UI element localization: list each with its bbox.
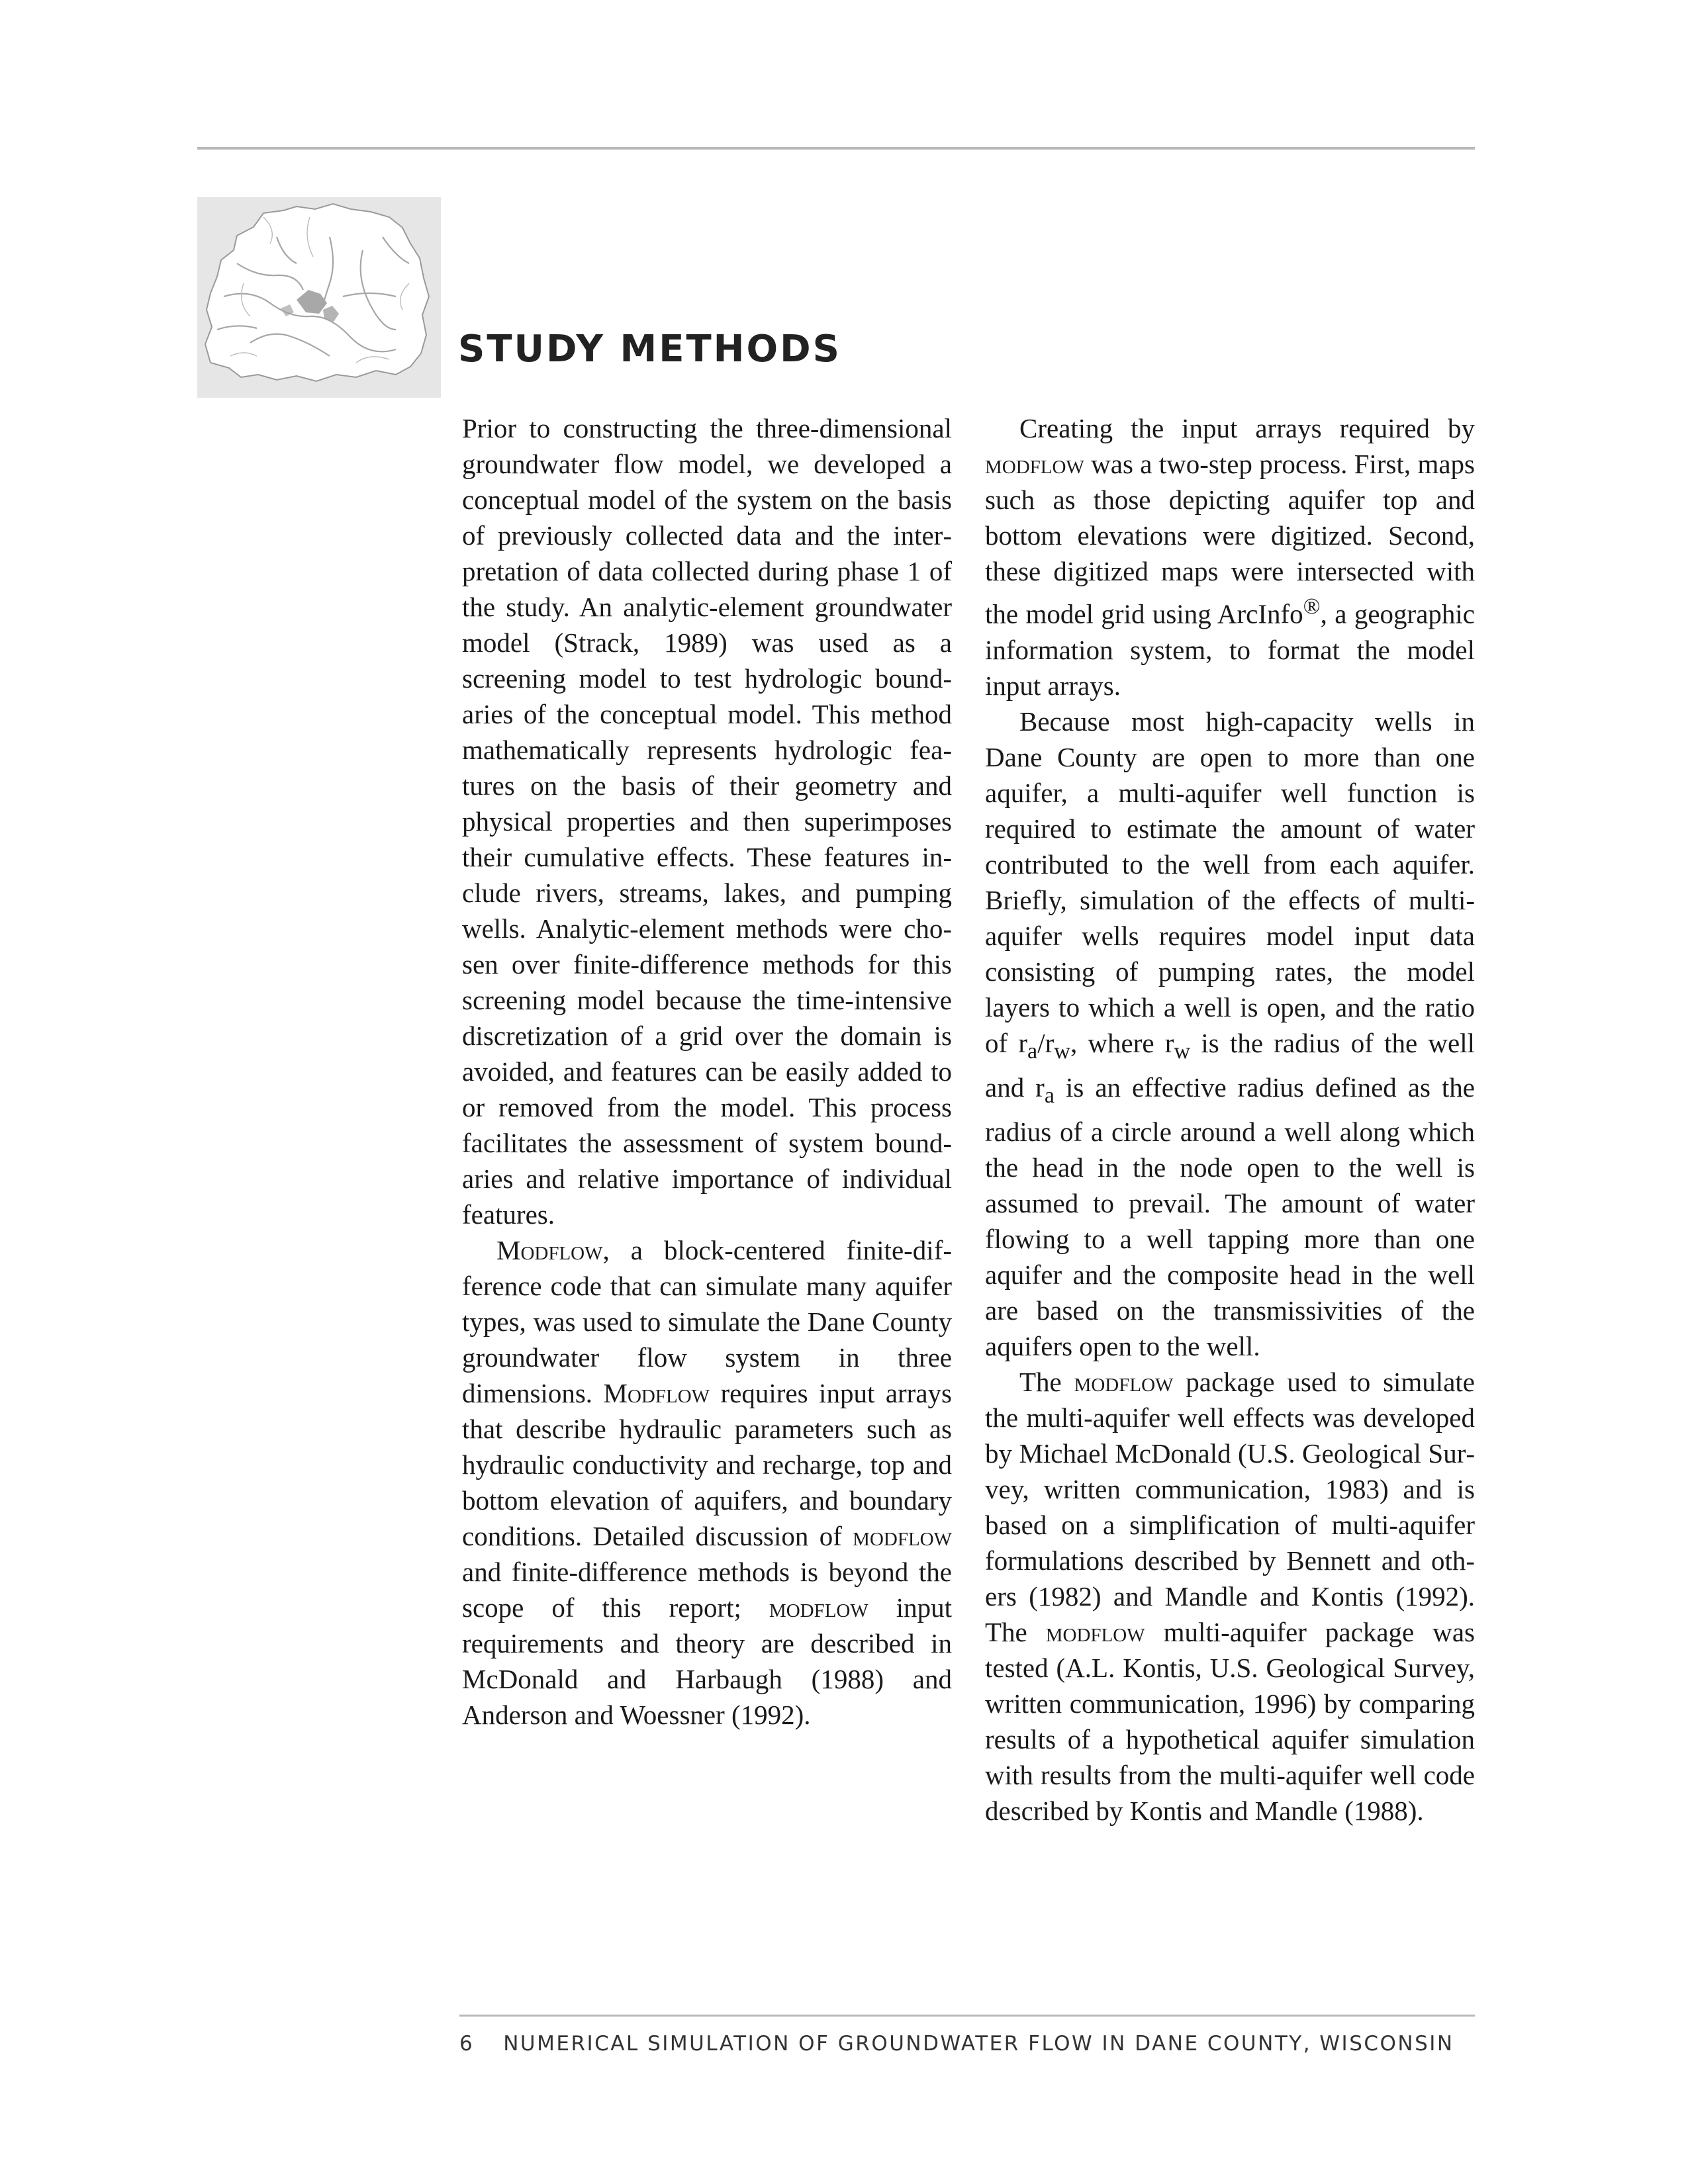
text-run: and finite-difference methods is beyond the scope of this report; xyxy=(462,1557,952,1623)
text-run: was a two-step process. First, maps such as those depicting aquifer top and bottom elevations were digitized. Second, these digitized maps were intersected with the model grid using ArcInfo xyxy=(985,449,1475,629)
paragraph xyxy=(985,410,1475,704)
modflow-term: modflow xyxy=(985,449,1084,479)
paragraph xyxy=(985,704,1475,1364)
paragraph xyxy=(462,1232,952,1733)
text-run: , a block-centered finite-difference code that can simulate many aquifer types, was used to simulate the Dane County groundwater flow system in three dimensions. xyxy=(462,1235,952,1408)
right-column xyxy=(985,410,1475,1829)
paragraph xyxy=(985,1364,1475,1829)
subscript: a xyxy=(1027,1038,1038,1064)
text-run: is the radius of the well and r xyxy=(985,1027,1476,1103)
modflow-term: modflow xyxy=(1045,1617,1145,1648)
subscript: a xyxy=(1044,1083,1055,1109)
subscript: w xyxy=(1054,1038,1070,1064)
modflow-term: modflow xyxy=(769,1592,868,1623)
section-title: STUDY METHODS xyxy=(458,328,841,371)
modflow-term: Modflow xyxy=(603,1378,710,1408)
text-run: package used to simulate the multi-aquifer well effects was developed by Michael McDonald (U.S. Geological Survey, written communication, 1983) and is based on a simplification of multi-aquifer formulations described by Bennett and others (1982) and Mandle and Kontis (1992). The xyxy=(985,1367,1475,1648)
subscript: w xyxy=(1174,1038,1191,1064)
page-number: 6 xyxy=(459,2032,475,2056)
modflow-term: modflow xyxy=(853,1521,952,1551)
dane-county-map-icon xyxy=(197,197,441,398)
text-run: /r xyxy=(1037,1027,1055,1058)
text-run: input requirements and theory are described in McDonald and Harbaugh (1988) and Anderson and Woessner (1992). xyxy=(462,1592,952,1730)
text-run: Because most high-capacity wells in Dane County are open to more than one aquifer, a multi-aquifer well function is required to estimate the amount of water contributed to the well from each aquifer. Briefly, simulation of the effects of multi-aquifer wells requires model input data consisting of pumping rates, the model layers to which a well is open, and the ratio of r xyxy=(985,705,1475,1058)
modflow-term: modflow xyxy=(1074,1367,1174,1398)
registered-mark: ® xyxy=(1303,594,1321,619)
page-footer xyxy=(459,2032,1475,2056)
text-run: multi-aquifer package was tested (A.L. Kontis, U.S. Geological Survey, written communication, 1996) by comparing results of a hypothetical aquifer simulation with results from the multi-aquifer well code described by Kontis and Mandle (1988). xyxy=(985,1617,1475,1827)
paragraph: Prior to constructing the three-dimensional groundwater flow model, we developed a conceptual model of the system on the basis of previously collected data and the interpretation of data collected during phase 1 of the study. An analytic-element groundwater model (Strack, 1989) was used as a screening model to test hydrologic boundaries of the conceptual model. This method mathematically represents hydrologic features on the basis of their geometry and physical properties and then superimposes their cumulative effects. These features include rivers, streams, lakes, and pumping wells. Analytic-element methods were chosen over finite-difference methods for this screening model because the time-intensive discretization of a grid over the domain is avoided, and features can be easily added to or removed from the model. This process facilitates the assessment of system boundaries and relative importance of individual features. xyxy=(462,413,952,1230)
text-run: is an effective radius defined as the radius of a circle around a well along which the head in the node open to the well is assumed to prevail. The amount of water flowing to a well tapping more than one aquifer and the composite head in the well are based on the transmissivities of the aquifers open to the well. xyxy=(985,1071,1475,1362)
text-run: requires input arrays that describe hydraulic parameters such as hydraulic conductivity and recharge, top and bottom elevation of aquifers, and boundary conditions. Detailed discussion of xyxy=(462,1378,952,1551)
modflow-term: Modflow xyxy=(496,1235,603,1265)
running-title: NUMERICAL SIMULATION OF GROUNDWATER FLOW IN DANE COUNTY, WISCONSIN xyxy=(503,2032,1454,2056)
text-run: , a geographic information system, to format the model input arrays. xyxy=(985,598,1475,701)
top-rule xyxy=(197,147,1475,150)
text-run: The xyxy=(1019,1367,1074,1398)
text-run: , where r xyxy=(1070,1027,1174,1058)
bottom-rule xyxy=(459,2015,1475,2017)
text-run: Creating the input arrays required by xyxy=(1019,413,1475,443)
left-column xyxy=(462,410,952,1733)
